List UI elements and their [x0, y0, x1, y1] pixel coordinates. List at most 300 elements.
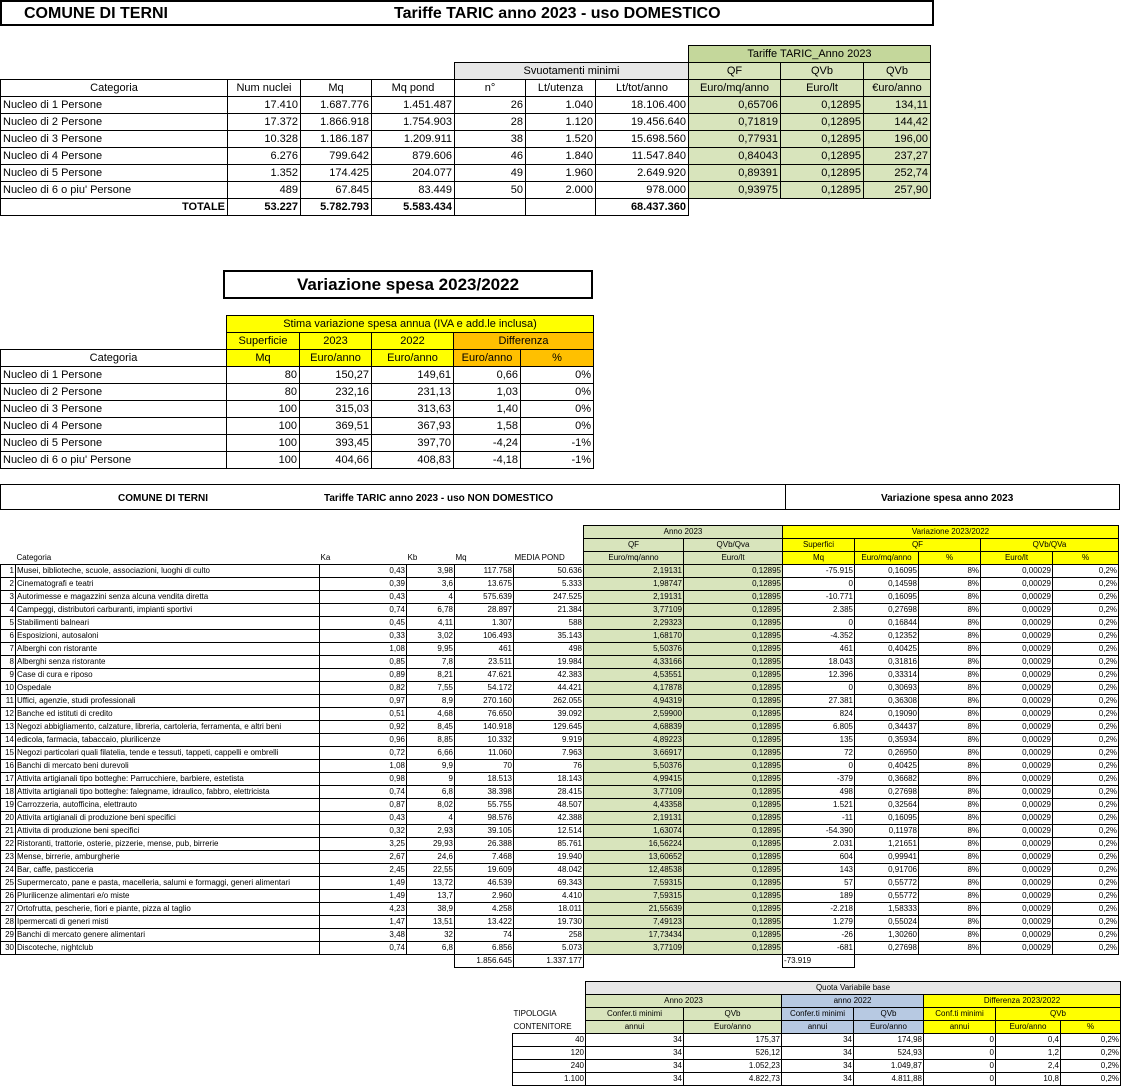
variazione-anno-title: Variazione spesa anno 2023 [881, 493, 1014, 504]
row-value: 1,08 [320, 760, 407, 773]
row-number: 30 [1, 942, 16, 955]
row-number: 8 [1, 656, 16, 669]
row-value: 0,12895 [684, 877, 783, 890]
qvb-anno2022: anno 2022 [782, 995, 924, 1008]
row-value: 106.493 [455, 630, 514, 643]
qvb-annui-2022: annui [782, 1021, 854, 1034]
row-value: 526,12 [684, 1047, 782, 1060]
row-value: 34 [782, 1073, 854, 1086]
row-value: 0,82 [320, 682, 407, 695]
row-value: 3,25 [320, 838, 407, 851]
qvb-anno2023: Anno 2023 [586, 995, 782, 1008]
row-number: 21 [1, 825, 16, 838]
row-value: 4 [407, 591, 455, 604]
table-row [513, 1073, 1121, 1086]
row-value: 0,12895 [684, 643, 783, 656]
row-value: 8% [919, 773, 981, 786]
row-value: 134,11 [864, 97, 931, 114]
row-value: 0,12895 [684, 617, 783, 630]
row-value: 258 [514, 929, 584, 942]
row-value: 824 [783, 708, 855, 721]
row-category: Banche ed istituti di credito [16, 708, 320, 721]
row-value: 879.606 [372, 148, 455, 165]
row-category: Ortofrutta, pescherie, fiori e piante, pizza al taglio [16, 903, 320, 916]
row-value: 8% [919, 656, 981, 669]
table-row [1, 452, 594, 469]
row-value: 8% [919, 786, 981, 799]
row-value: 8% [919, 695, 981, 708]
nd-qv-sub: Euro/lt [684, 552, 783, 565]
nd-total-media: 1.337.177 [514, 955, 584, 968]
row-value: 74 [455, 929, 514, 942]
nd-sup-header: Superfici [783, 539, 855, 552]
row-value: 18.513 [455, 773, 514, 786]
row-value: 0,85 [320, 656, 407, 669]
row-value: 47.621 [455, 669, 514, 682]
domestic-title: Tariffe TARIC anno 2023 - uso DOMESTICO [394, 5, 721, 22]
row-value: 0,16095 [855, 565, 919, 578]
domestic-header [0, 0, 934, 26]
row-value: 4 [407, 812, 455, 825]
row-value: 6,78 [407, 604, 455, 617]
nondomestic-header [0, 484, 1120, 510]
row-value: 2,19131 [584, 591, 684, 604]
row-value: 8% [919, 799, 981, 812]
row-value: 231,13 [372, 384, 454, 401]
row-value: 4.410 [514, 890, 584, 903]
domestic-col-header: Lt/tot/anno [596, 80, 689, 97]
row-value: 2,93 [407, 825, 455, 838]
row-value: 15.698.560 [596, 131, 689, 148]
nd-mq-header: Mq [455, 552, 514, 565]
row-value: 85.761 [514, 838, 584, 851]
row-value: 0 [924, 1060, 996, 1073]
row-value: 38.398 [455, 786, 514, 799]
nd-vqv-sub: Euro/lt [981, 552, 1053, 565]
row-value: -1% [521, 452, 594, 469]
row-value: 50 [455, 182, 526, 199]
row-value: 0,00029 [981, 877, 1053, 890]
row-value: 8% [919, 578, 981, 591]
row-value: 0,00029 [981, 617, 1053, 630]
row-value: 19.730 [514, 916, 584, 929]
row-value: 13.422 [455, 916, 514, 929]
row-value: 8% [919, 643, 981, 656]
row-value: 6,8 [407, 942, 455, 955]
row-value: 26 [455, 97, 526, 114]
row-value: 369,51 [300, 418, 372, 435]
row-value: 0,32564 [855, 799, 919, 812]
table-row [1, 148, 931, 165]
row-value: 12.396 [783, 669, 855, 682]
table-row [1, 669, 1119, 682]
row-value: 0,45 [320, 617, 407, 630]
row-value: 0,2% [1053, 825, 1119, 838]
y2023-header: 2023 [300, 333, 372, 350]
row-value: 0,72 [320, 747, 407, 760]
row-number: 10 [1, 682, 16, 695]
cat-header: Categoria [1, 350, 227, 367]
table-row [1, 942, 1119, 955]
row-value: 0,00029 [981, 747, 1053, 760]
row-value: 34 [782, 1034, 854, 1047]
anno-2023-header: Anno 2023 [584, 526, 783, 539]
row-value: 17.410 [228, 97, 301, 114]
row-value: 0,2% [1053, 799, 1119, 812]
row-value: 0,2% [1053, 760, 1119, 773]
row-value: 0,00029 [981, 851, 1053, 864]
row-number: 12 [1, 708, 16, 721]
row-value: 0,2% [1053, 903, 1119, 916]
table-row [1, 734, 1119, 747]
row-value: 257,90 [864, 182, 931, 199]
row-value: 1,03 [454, 384, 521, 401]
row-value: 46 [455, 148, 526, 165]
row-value: 12,48538 [584, 864, 684, 877]
row-value: 34 [586, 1034, 684, 1047]
comune-label: COMUNE DI TERNI [24, 5, 168, 22]
row-value: 16,56224 [584, 838, 684, 851]
row-category: Nucleo di 5 Persone [1, 435, 227, 452]
row-value: 4,68839 [584, 721, 684, 734]
row-value: 0,12895 [781, 97, 864, 114]
row-value: 2.960 [455, 890, 514, 903]
row-value: 24,6 [407, 851, 455, 864]
row-value: 8% [919, 812, 981, 825]
row-value: 0,19090 [855, 708, 919, 721]
row-value: 270.160 [455, 695, 514, 708]
domestic-col-header: Lt/utenza [526, 80, 596, 97]
var-2023-2022-header: Variazione 2023/2022 [783, 526, 1119, 539]
row-value: 0,2% [1053, 682, 1119, 695]
qvb-diff: Differenza 2023/2022 [924, 995, 1121, 1008]
row-value: 6.856 [455, 942, 514, 955]
row-category: Stabilimenti balneari [16, 617, 320, 630]
table-row [513, 1060, 1121, 1073]
table-row [1, 418, 594, 435]
row-value: 0,98 [320, 773, 407, 786]
stima-header: Stima variazione spesa annua (IVA e add.le inclusa) [227, 316, 594, 333]
row-value: 1.307 [455, 617, 514, 630]
row-value: 196,00 [864, 131, 931, 148]
table-row [1, 656, 1119, 669]
table-row [1, 435, 594, 452]
qvb2-top: QVb [864, 63, 931, 80]
row-category: Supermercato, pane e pasta, macelleria, salumi e formaggi, generi alimentari [16, 877, 320, 890]
row-value: 0,2% [1053, 617, 1119, 630]
row-value: 8% [919, 851, 981, 864]
row-value: 0,16844 [855, 617, 919, 630]
row-value: 0 [783, 682, 855, 695]
row-value: 0,12895 [684, 734, 783, 747]
row-value: 1,58333 [855, 903, 919, 916]
table-row [1, 825, 1119, 838]
nd-qf-sub: Euro/mq/anno [584, 552, 684, 565]
row-category: Autorimesse e magazzini senza alcuna vendita diretta [16, 591, 320, 604]
row-value: 4.811,88 [854, 1073, 924, 1086]
row-value: 0,00029 [981, 695, 1053, 708]
row-value: 0,12895 [684, 604, 783, 617]
row-number: 29 [1, 929, 16, 942]
row-value: 34 [782, 1060, 854, 1073]
row-value: 0,00029 [981, 812, 1053, 825]
row-value: 0,2% [1053, 604, 1119, 617]
row-value: 0,26950 [855, 747, 919, 760]
row-value: 2.385 [783, 604, 855, 617]
row-number: 13 [1, 721, 16, 734]
table-row [1, 864, 1119, 877]
row-value: 175,37 [684, 1034, 782, 1047]
row-contenitore: 240 [513, 1060, 586, 1073]
row-value: 0,2% [1053, 929, 1119, 942]
row-value: 80 [227, 367, 300, 384]
nondomestic-table [0, 525, 1119, 968]
row-value: 13,72 [407, 877, 455, 890]
row-value: 0,12895 [684, 721, 783, 734]
row-value: 0,43 [320, 812, 407, 825]
row-value: 0,12895 [684, 565, 783, 578]
row-value: 21,55639 [584, 903, 684, 916]
row-value: 2,19131 [584, 812, 684, 825]
row-value: 34 [586, 1060, 684, 1073]
row-value: 100 [227, 452, 300, 469]
domestic-col-header: Num nuclei [228, 80, 301, 97]
row-value: 799.642 [301, 148, 372, 165]
table-row [1, 182, 931, 199]
row-value: 0,00029 [981, 708, 1053, 721]
row-value: 0,77931 [689, 131, 781, 148]
row-category: Mense, birrerie, amburgherie [16, 851, 320, 864]
row-value: 8% [919, 617, 981, 630]
row-value: 0,12895 [684, 578, 783, 591]
total-lt: 68.437.360 [596, 199, 689, 216]
row-value: 0,66 [454, 367, 521, 384]
row-value: 76 [514, 760, 584, 773]
row-value: 489 [228, 182, 301, 199]
row-value: 2,67 [320, 851, 407, 864]
table-row [1, 721, 1119, 734]
row-value: 0,12895 [684, 708, 783, 721]
table-row [1, 97, 931, 114]
nd-kb-header: Kb [407, 552, 455, 565]
row-value: 2.649.920 [596, 165, 689, 182]
row-value: 8% [919, 838, 981, 851]
row-number: 28 [1, 916, 16, 929]
row-value: 0,2% [1053, 812, 1119, 825]
row-value: 0,43 [320, 565, 407, 578]
row-value: 0,00029 [981, 682, 1053, 695]
table-row [1, 630, 1119, 643]
row-value: 0,96 [320, 734, 407, 747]
row-value: 76.650 [455, 708, 514, 721]
row-value: 313,63 [372, 401, 454, 418]
row-category: Nucleo di 2 Persone [1, 384, 227, 401]
row-value: 19.940 [514, 851, 584, 864]
row-number: 11 [1, 695, 16, 708]
row-value: 0,2% [1053, 916, 1119, 929]
row-value: 0,00029 [981, 825, 1053, 838]
row-value: 143 [783, 864, 855, 877]
row-value: 0,31816 [855, 656, 919, 669]
row-value: 46.539 [455, 877, 514, 890]
row-value: 0,12895 [684, 630, 783, 643]
row-value: 1.521 [783, 799, 855, 812]
row-value: 3,02 [407, 630, 455, 643]
row-value: 10.328 [228, 131, 301, 148]
row-value: 0,2% [1053, 786, 1119, 799]
qvb-conf-2022: Confer.ti minimi [782, 1008, 854, 1021]
row-value: 1,49 [320, 890, 407, 903]
row-value: 49 [455, 165, 526, 182]
domestic-col-header: Mq [301, 80, 372, 97]
row-value: 0,12895 [684, 851, 783, 864]
qvb-conf-2023: Confer.ti minimi [586, 1008, 684, 1021]
row-category: Nucleo di 1 Persone [1, 367, 227, 384]
row-value: 0,2% [1061, 1034, 1121, 1047]
total-mq-pond: 5.583.434 [372, 199, 455, 216]
row-value: -26 [783, 929, 855, 942]
variazione-title: Variazione spesa 2023/2022 [223, 270, 593, 299]
row-number: 1 [1, 565, 16, 578]
row-value: 0% [521, 367, 594, 384]
row-value: 1,47 [320, 916, 407, 929]
row-value: 0,2% [1053, 669, 1119, 682]
row-value: 8% [919, 916, 981, 929]
row-value: 0,00029 [981, 604, 1053, 617]
row-value: 10.332 [455, 734, 514, 747]
qvb-euro-2023: Euro/anno [684, 1021, 782, 1034]
row-value: 19.609 [455, 864, 514, 877]
row-value: 18.106.400 [596, 97, 689, 114]
row-value: 0,4 [996, 1034, 1061, 1047]
qvb1-top: QVb [781, 63, 864, 80]
nd-pct2-header: % [1053, 552, 1119, 565]
row-category: Nucleo di 6 o piu' Persone [1, 182, 228, 199]
row-value: 3,77109 [584, 942, 684, 955]
row-value: 57 [783, 877, 855, 890]
qvb-qvb-2023: QVb [684, 1008, 782, 1021]
row-value: 0,2% [1061, 1047, 1121, 1060]
row-value: 0,16095 [855, 812, 919, 825]
row-value: 6.805 [783, 721, 855, 734]
row-value: 35.143 [514, 630, 584, 643]
row-value: 13,51 [407, 916, 455, 929]
row-value: 0,12895 [684, 929, 783, 942]
row-value: 0,12895 [781, 182, 864, 199]
row-value: 3,77109 [584, 604, 684, 617]
row-category: Esposizioni, autosaloni [16, 630, 320, 643]
table-row [1, 747, 1119, 760]
row-category: Alberghi senza ristorante [16, 656, 320, 669]
row-value: 72 [783, 747, 855, 760]
row-number: 7 [1, 643, 16, 656]
row-number: 24 [1, 864, 16, 877]
row-value: 0,2% [1053, 851, 1119, 864]
row-value: 8,21 [407, 669, 455, 682]
table-row [1, 812, 1119, 825]
row-value: 28.897 [455, 604, 514, 617]
row-value: 22,55 [407, 864, 455, 877]
table-row [1, 851, 1119, 864]
row-value: 0,00029 [981, 760, 1053, 773]
row-value: 18.143 [514, 773, 584, 786]
row-value: 404,66 [300, 452, 372, 469]
row-value: 2,19131 [584, 565, 684, 578]
row-value: 0,74 [320, 604, 407, 617]
row-value: 1.451.487 [372, 97, 455, 114]
row-category: Nucleo di 3 Persone [1, 131, 228, 148]
row-value: 11.060 [455, 747, 514, 760]
row-value: 2,29323 [584, 617, 684, 630]
row-value: 10,8 [996, 1073, 1061, 1086]
row-category: Attivita di produzione beni specifici [16, 825, 320, 838]
row-value: 0,12895 [684, 760, 783, 773]
row-value: 247.525 [514, 591, 584, 604]
row-value: 38,9 [407, 903, 455, 916]
row-value: 5,50376 [584, 760, 684, 773]
row-value: 3,48 [320, 929, 407, 942]
row-value: -2.218 [783, 903, 855, 916]
row-value: 1.040 [526, 97, 596, 114]
row-number: 4 [1, 604, 16, 617]
row-value: 3,6 [407, 578, 455, 591]
row-value: 604 [783, 851, 855, 864]
row-value: 135 [783, 734, 855, 747]
row-category: Campeggi, distributori carburanti, impianti sportivi [16, 604, 320, 617]
nd-total-sup: -73.919 [783, 955, 855, 968]
row-value: 4.258 [455, 903, 514, 916]
y2022-sub: Euro/anno [372, 350, 454, 367]
row-value: 0,51 [320, 708, 407, 721]
row-value: 0,00029 [981, 734, 1053, 747]
row-value: 1.049,87 [854, 1060, 924, 1073]
row-value: 1,08 [320, 643, 407, 656]
row-value: -10.771 [783, 591, 855, 604]
row-value: 0,12895 [684, 942, 783, 955]
row-value: 0,11978 [855, 825, 919, 838]
row-value: 12.514 [514, 825, 584, 838]
row-category: Negozi abbigliamento, calzature, libreria, cartoleria, ferramenta, e altri beni [16, 721, 320, 734]
row-value: 0,00029 [981, 838, 1053, 851]
row-value: 7,55 [407, 682, 455, 695]
row-category: Discoteche, nightclub [16, 942, 320, 955]
row-value: 144,42 [864, 114, 931, 131]
row-value: 4,23 [320, 903, 407, 916]
row-value: 98.576 [455, 812, 514, 825]
row-value: 18.011 [514, 903, 584, 916]
table-row [1, 131, 931, 148]
row-value: 252,74 [864, 165, 931, 182]
row-value: 0,12895 [684, 864, 783, 877]
row-value: 8% [919, 942, 981, 955]
row-value: 50.636 [514, 565, 584, 578]
row-value: -75.915 [783, 565, 855, 578]
row-value: 0,00029 [981, 656, 1053, 669]
row-value: 17.372 [228, 114, 301, 131]
row-value: 393,45 [300, 435, 372, 452]
row-value: 8% [919, 760, 981, 773]
row-value: 0,74 [320, 786, 407, 799]
row-value: 1.352 [228, 165, 301, 182]
row-value: 498 [514, 643, 584, 656]
table-row [1, 773, 1119, 786]
row-value: 397,70 [372, 435, 454, 452]
row-value: 0,2% [1061, 1060, 1121, 1073]
row-value: 0,14598 [855, 578, 919, 591]
row-value: 8% [919, 734, 981, 747]
table-row [1, 916, 1119, 929]
table-row [1, 114, 931, 131]
